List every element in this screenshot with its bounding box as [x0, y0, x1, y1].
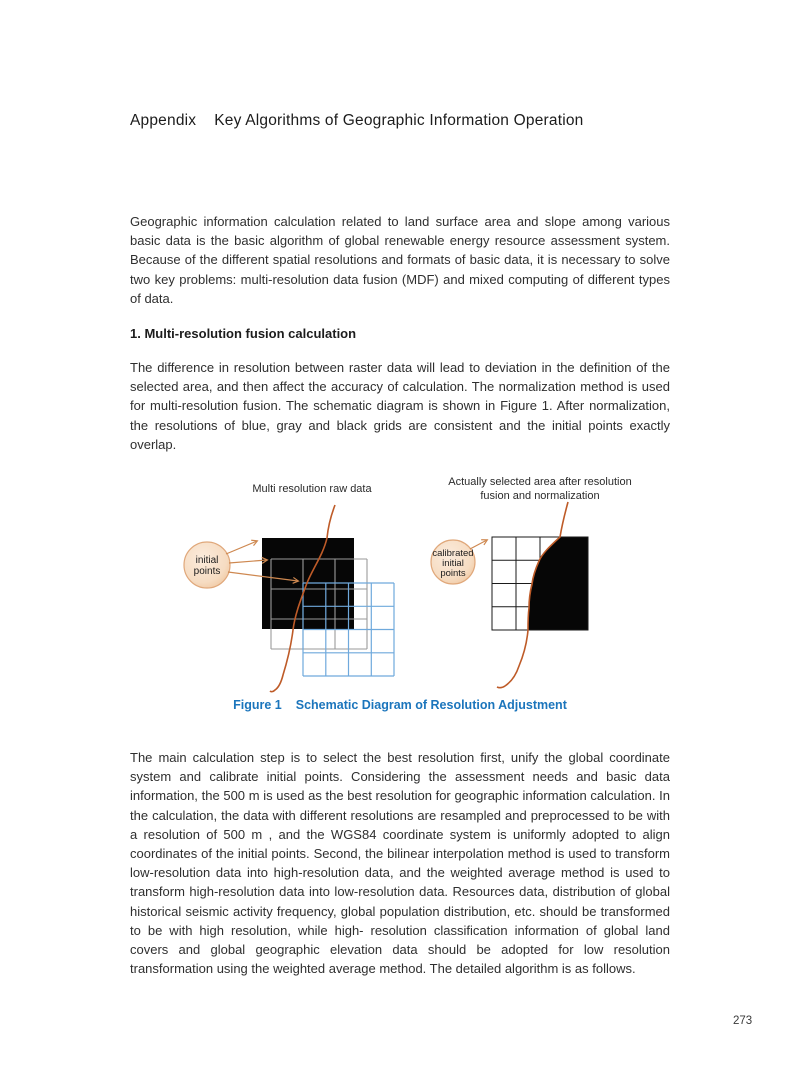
figure-caption-text: Schematic Diagram of Resolution Adjustment: [295, 698, 567, 712]
main-paragraph: The main calculation step is to select the best resolution first, unify the global coordinate system and calibrate initial points. Considering the assessment needs and basic data information, the 500 m is used as the best resolution for geographic information calculation. In the calculation, the data with different resolutions are resampled and preprocessed to be with a resolution of 500 m , and the WGS84 coordinate system is uniformly adopted to align coordinates of the initial points. Second, the bilinear interpolation method is used to transform low-resolution data into high-resolution data, and the weighted average method is used to transform high-resolution data into low-resolution data. Resources data, distribution of global historical seismic activity frequency, global population distribution, etc. should be transformed to be with high resolution, while high- resolution classification information of global land covers and global geographic elevation data should be adopted for low resolution transformation using the weighted average method. The detailed algorithm is as follows.: [130, 750, 670, 977]
calibrated-points-label-line1: calibrated: [432, 548, 474, 559]
intro-paragraph: Geographic information calculation related to land surface area and slope among various basic data is the basic algorithm of global renewable energy resource assessment system. Because of the different spatial resolutions and formats of basic data, it is necessary to solve two key problems: multi-resolution data fusion (MDF) and mixed computing of different types of data.: [130, 214, 670, 306]
right-diagram-label-line2: fusion and normalization: [480, 490, 600, 502]
calibrated-points-label-line2: initial: [442, 558, 464, 569]
arrow-to-normalized-grid: [470, 540, 487, 549]
arrow-to-black-grid: [226, 541, 257, 554]
figure-caption-label: Figure 1: [233, 698, 282, 712]
initial-points-label-line1: initial: [195, 555, 219, 566]
arrow-to-gray-grid: [229, 560, 267, 563]
figure-diagram: [125, 468, 670, 696]
section-heading: 1. Multi-resolution fusion calculation: [130, 326, 357, 341]
title-text: Key Algorithms of Geographic Information Operation: [214, 112, 584, 129]
title-appendix: Appendix: [130, 112, 197, 129]
right-diagram-label-line1: Actually selected area after resolution: [448, 476, 632, 488]
page-number: 273: [733, 1015, 753, 1027]
left-diagram-label: Multi resolution raw data: [252, 483, 372, 495]
calibrated-points-label-line3: points: [440, 568, 466, 579]
section-paragraph: The difference in resolution between raster data will lead to deviation in the definition of the selected area, and then affect the accuracy of calculation. The normalization method is used for multi-resolution fusion. The schematic diagram is shown in Figure 1. After normalization, the resolutions of blue, gray and black grids are consistent and the initial points exactly overlap.: [130, 360, 670, 452]
page-title: [130, 112, 584, 130]
figure-caption: [130, 698, 670, 712]
initial-points-label-line2: points: [193, 566, 221, 577]
